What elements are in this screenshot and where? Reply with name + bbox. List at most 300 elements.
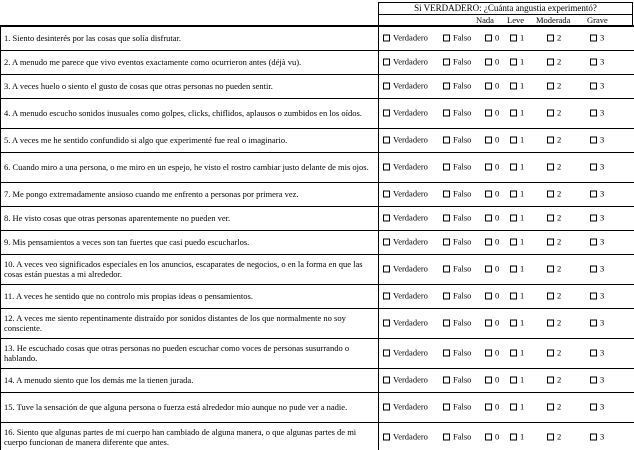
falso-checkbox[interactable] <box>443 136 471 145</box>
checkbox-square-icon[interactable] <box>485 109 492 116</box>
checkbox-square-icon[interactable] <box>547 265 554 272</box>
distress-0-label: 0 <box>495 56 500 67</box>
question-row <box>1 368 634 392</box>
checkbox-square-icon[interactable] <box>383 58 390 65</box>
distress-3-checkbox[interactable] <box>590 265 604 274</box>
distress-0-label: 0 <box>495 236 500 247</box>
checkbox-square-icon[interactable] <box>547 319 554 326</box>
checkbox-square-icon[interactable] <box>547 109 554 116</box>
distress-2-label: 2 <box>557 107 562 118</box>
verdadero-checkbox[interactable] <box>383 292 428 301</box>
level-label-leve: Leve <box>507 15 524 25</box>
distress-3-label: 3 <box>600 290 605 301</box>
distress-1-checkbox[interactable] <box>510 34 524 43</box>
checkbox-square-icon[interactable] <box>510 214 517 221</box>
checkbox-square-icon[interactable] <box>547 349 554 356</box>
falso-label: Falso <box>453 374 472 385</box>
verdadero-checkbox[interactable] <box>383 34 428 43</box>
falso-label: Falso <box>453 347 472 358</box>
distress-0-checkbox[interactable] <box>485 403 499 412</box>
answer-cell <box>379 74 634 98</box>
question-row <box>1 254 634 284</box>
checkbox-square-icon[interactable] <box>383 403 390 410</box>
distress-3-checkbox[interactable] <box>590 403 604 412</box>
distress-1-label: 1 <box>520 107 525 118</box>
checkbox-square-icon[interactable] <box>383 82 390 89</box>
distress-0-checkbox[interactable] <box>485 433 499 442</box>
question-text: 11. A veces he sentido que no controlo mis propias ideas o pensamientos. <box>1 284 379 308</box>
distress-1-label: 1 <box>520 317 525 328</box>
checkbox-square-icon[interactable] <box>485 238 492 245</box>
distress-1-checkbox[interactable] <box>510 349 524 358</box>
distress-1-checkbox[interactable] <box>510 265 524 274</box>
distress-1-checkbox[interactable] <box>510 82 524 91</box>
distress-0-checkbox[interactable] <box>485 292 499 301</box>
distress-1-checkbox[interactable] <box>510 376 524 385</box>
answer-cell <box>379 230 634 254</box>
distress-0-label: 0 <box>495 263 500 274</box>
distress-0-checkbox[interactable] <box>485 349 499 358</box>
checkbox-square-icon[interactable] <box>547 34 554 41</box>
distress-0-checkbox[interactable] <box>485 190 499 199</box>
checkbox-square-icon[interactable] <box>510 34 517 41</box>
checkbox-square-icon[interactable] <box>485 403 492 410</box>
checkbox-square-icon[interactable] <box>590 136 597 143</box>
distress-1-checkbox[interactable] <box>510 319 524 328</box>
distress-0-label: 0 <box>495 401 500 412</box>
question-row <box>1 26 634 50</box>
checkbox-square-icon[interactable] <box>485 349 492 356</box>
distress-1-checkbox[interactable] <box>510 403 524 412</box>
verdadero-label: Verdadero <box>393 107 428 118</box>
distress-2-label: 2 <box>557 431 562 442</box>
distress-3-label: 3 <box>600 188 605 199</box>
distress-3-label: 3 <box>600 80 605 91</box>
distress-3-checkbox[interactable] <box>590 319 604 328</box>
answer-cell <box>379 152 634 182</box>
checkbox-square-icon[interactable] <box>443 163 450 170</box>
distress-2-checkbox[interactable] <box>547 136 561 145</box>
distress-0-label: 0 <box>495 212 500 223</box>
falso-label: Falso <box>453 80 472 91</box>
checkbox-square-icon[interactable] <box>383 265 390 272</box>
checkbox-square-icon[interactable] <box>443 190 450 197</box>
checkbox-square-icon[interactable] <box>485 433 492 440</box>
checkbox-square-icon[interactable] <box>590 58 597 65</box>
distress-3-checkbox[interactable] <box>590 376 604 385</box>
verdadero-label: Verdadero <box>393 401 428 412</box>
distress-level-labels <box>379 15 632 25</box>
checkbox-square-icon[interactable] <box>510 292 517 299</box>
answer-cell <box>379 422 634 450</box>
distress-3-checkbox[interactable] <box>590 58 604 67</box>
distress-3-checkbox[interactable] <box>590 349 604 358</box>
checkbox-square-icon[interactable] <box>383 109 390 116</box>
checkbox-square-icon[interactable] <box>510 82 517 89</box>
distress-0-checkbox[interactable] <box>485 109 499 118</box>
answer-cell <box>379 392 634 422</box>
checkbox-square-icon[interactable] <box>383 433 390 440</box>
distress-2-checkbox[interactable] <box>547 433 561 442</box>
checkbox-square-icon[interactable] <box>485 136 492 143</box>
checkbox-square-icon[interactable] <box>383 349 390 356</box>
verdadero-checkbox[interactable] <box>383 214 428 223</box>
checkbox-square-icon[interactable] <box>485 190 492 197</box>
distress-header-title: Si VERDADERO: ¿Cuánta angustia experimentó? <box>379 3 632 15</box>
verdadero-checkbox[interactable] <box>383 433 428 442</box>
checkbox-square-icon[interactable] <box>590 109 597 116</box>
checkbox-square-icon[interactable] <box>590 265 597 272</box>
checkbox-square-icon[interactable] <box>485 34 492 41</box>
falso-label: Falso <box>453 56 472 67</box>
distress-0-checkbox[interactable] <box>485 34 499 43</box>
distress-2-checkbox[interactable] <box>547 109 561 118</box>
distress-2-checkbox[interactable] <box>547 292 561 301</box>
verdadero-label: Verdadero <box>393 212 428 223</box>
question-row <box>1 338 634 368</box>
checkbox-square-icon[interactable] <box>510 265 517 272</box>
checkbox-square-icon[interactable] <box>443 265 450 272</box>
checkbox-square-icon[interactable] <box>547 433 554 440</box>
distress-3-label: 3 <box>600 374 605 385</box>
checkbox-square-icon[interactable] <box>547 163 554 170</box>
question-row <box>1 98 634 128</box>
distress-3-label: 3 <box>600 347 605 358</box>
distress-1-label: 1 <box>520 32 525 43</box>
verdadero-label: Verdadero <box>393 80 428 91</box>
falso-label: Falso <box>453 161 472 172</box>
verdadero-label: Verdadero <box>393 374 428 385</box>
checkbox-square-icon[interactable] <box>485 214 492 221</box>
verdadero-checkbox[interactable] <box>383 265 428 274</box>
question-row <box>1 422 634 450</box>
checkbox-square-icon[interactable] <box>510 163 517 170</box>
distress-0-checkbox[interactable] <box>485 58 499 67</box>
verdadero-label: Verdadero <box>393 263 428 274</box>
verdadero-label: Verdadero <box>393 431 428 442</box>
distress-2-label: 2 <box>557 32 562 43</box>
checkbox-square-icon[interactable] <box>547 376 554 383</box>
checkbox-square-icon[interactable] <box>383 292 390 299</box>
distress-2-checkbox[interactable] <box>547 82 561 91</box>
checkbox-square-icon[interactable] <box>547 136 554 143</box>
verdadero-label: Verdadero <box>393 236 428 247</box>
verdadero-checkbox[interactable] <box>383 238 428 247</box>
distress-3-checkbox[interactable] <box>590 214 604 223</box>
checkbox-square-icon[interactable] <box>510 403 517 410</box>
checkbox-square-icon[interactable] <box>510 376 517 383</box>
checkbox-square-icon[interactable] <box>443 292 450 299</box>
verdadero-label: Verdadero <box>393 161 428 172</box>
checkbox-square-icon[interactable] <box>590 376 597 383</box>
checkbox-square-icon[interactable] <box>590 319 597 326</box>
answer-cell <box>379 338 634 368</box>
checkbox-square-icon[interactable] <box>383 238 390 245</box>
distress-1-checkbox[interactable] <box>510 214 524 223</box>
falso-checkbox[interactable] <box>443 292 471 301</box>
distress-1-checkbox[interactable] <box>510 163 524 172</box>
falso-checkbox[interactable] <box>443 238 471 247</box>
distress-3-checkbox[interactable] <box>590 82 604 91</box>
checkbox-square-icon[interactable] <box>443 136 450 143</box>
falso-label: Falso <box>453 263 472 274</box>
distress-0-label: 0 <box>495 32 500 43</box>
distress-1-checkbox[interactable] <box>510 292 524 301</box>
checkbox-square-icon[interactable] <box>547 82 554 89</box>
checkbox-square-icon[interactable] <box>485 319 492 326</box>
answer-cell <box>379 98 634 128</box>
checkbox-square-icon[interactable] <box>510 349 517 356</box>
checkbox-square-icon[interactable] <box>485 58 492 65</box>
falso-checkbox[interactable] <box>443 109 471 118</box>
checkbox-square-icon[interactable] <box>590 82 597 89</box>
distress-2-label: 2 <box>557 347 562 358</box>
distress-1-checkbox[interactable] <box>510 136 524 145</box>
distress-3-label: 3 <box>600 317 605 328</box>
distress-0-label: 0 <box>495 188 500 199</box>
distress-0-checkbox[interactable] <box>485 82 499 91</box>
distress-2-label: 2 <box>557 161 562 172</box>
checkbox-square-icon[interactable] <box>590 292 597 299</box>
distress-1-label: 1 <box>520 347 525 358</box>
distress-1-label: 1 <box>520 188 525 199</box>
falso-checkbox[interactable] <box>443 433 471 442</box>
checkbox-square-icon[interactable] <box>590 238 597 245</box>
falso-label: Falso <box>453 236 472 247</box>
distress-1-checkbox[interactable] <box>510 58 524 67</box>
question-text: 14. A menudo siento que los demás me la tienen jurada. <box>1 368 379 392</box>
verdadero-label: Verdadero <box>393 56 428 67</box>
question-row <box>1 182 634 206</box>
checkbox-square-icon[interactable] <box>485 292 492 299</box>
checkbox-square-icon[interactable] <box>547 403 554 410</box>
checkbox-square-icon[interactable] <box>383 136 390 143</box>
distress-0-label: 0 <box>495 317 500 328</box>
question-row <box>1 392 634 422</box>
distress-2-label: 2 <box>557 401 562 412</box>
verdadero-checkbox[interactable] <box>383 163 428 172</box>
checkbox-square-icon[interactable] <box>485 82 492 89</box>
distress-3-checkbox[interactable] <box>590 292 604 301</box>
distress-3-label: 3 <box>600 263 605 274</box>
distress-2-label: 2 <box>557 188 562 199</box>
checkbox-square-icon[interactable] <box>590 433 597 440</box>
checkbox-square-icon[interactable] <box>443 403 450 410</box>
checkbox-square-icon[interactable] <box>383 319 390 326</box>
distress-1-checkbox[interactable] <box>510 433 524 442</box>
answer-cell <box>379 254 634 284</box>
question-row <box>1 50 634 74</box>
distress-3-checkbox[interactable] <box>590 34 604 43</box>
question-text: 3. A veces huelo o siento el gusto de cosas que otras personas no pueden sentir. <box>1 74 379 98</box>
verdadero-label: Verdadero <box>393 134 428 145</box>
question-text: 12. A veces me siento repentinamente distraído por sonidos distantes de los que normalmente no soy consciente. <box>1 308 379 338</box>
falso-checkbox[interactable] <box>443 190 471 199</box>
verdadero-checkbox[interactable] <box>383 136 428 145</box>
verdadero-checkbox[interactable] <box>383 403 428 412</box>
falso-checkbox[interactable] <box>443 265 471 274</box>
checkbox-square-icon[interactable] <box>383 214 390 221</box>
checkbox-square-icon[interactable] <box>510 58 517 65</box>
checkbox-square-icon[interactable] <box>510 190 517 197</box>
verdadero-checkbox[interactable] <box>383 319 428 328</box>
checkbox-square-icon[interactable] <box>547 238 554 245</box>
checkbox-square-icon[interactable] <box>443 433 450 440</box>
checkbox-square-icon[interactable] <box>590 214 597 221</box>
checkbox-square-icon[interactable] <box>443 58 450 65</box>
distress-2-checkbox[interactable] <box>547 34 561 43</box>
checkbox-square-icon[interactable] <box>485 265 492 272</box>
distress-0-label: 0 <box>495 347 500 358</box>
checkbox-square-icon[interactable] <box>510 319 517 326</box>
falso-label: Falso <box>453 32 472 43</box>
distress-0-checkbox[interactable] <box>485 319 499 328</box>
distress-0-label: 0 <box>495 290 500 301</box>
checkbox-square-icon[interactable] <box>590 349 597 356</box>
falso-checkbox[interactable] <box>443 214 471 223</box>
verdadero-checkbox[interactable] <box>383 109 428 118</box>
distress-3-label: 3 <box>600 32 605 43</box>
question-text: 9. Mis pensamientos a veces son tan fuertes que casi puedo escucharlos. <box>1 230 379 254</box>
distress-2-checkbox[interactable] <box>547 319 561 328</box>
verdadero-checkbox[interactable] <box>383 190 428 199</box>
question-text: 5. A veces me he sentido confundido si algo que experimenté fue real o imaginario. <box>1 128 379 152</box>
checkbox-square-icon[interactable] <box>443 349 450 356</box>
distress-0-label: 0 <box>495 80 500 91</box>
answer-cell <box>379 26 634 50</box>
answer-cell <box>379 368 634 392</box>
falso-checkbox[interactable] <box>443 349 471 358</box>
distress-2-checkbox[interactable] <box>547 214 561 223</box>
checkbox-square-icon[interactable] <box>443 34 450 41</box>
distress-2-checkbox[interactable] <box>547 238 561 247</box>
falso-label: Falso <box>453 290 472 301</box>
checkbox-square-icon[interactable] <box>443 319 450 326</box>
checkbox-square-icon[interactable] <box>443 238 450 245</box>
distress-3-checkbox[interactable] <box>590 109 604 118</box>
distress-0-label: 0 <box>495 161 500 172</box>
distress-2-label: 2 <box>557 290 562 301</box>
verdadero-label: Verdadero <box>393 317 428 328</box>
distress-3-label: 3 <box>600 107 605 118</box>
distress-0-checkbox[interactable] <box>485 376 499 385</box>
distress-0-checkbox[interactable] <box>485 265 499 274</box>
distress-1-checkbox[interactable] <box>510 238 524 247</box>
verdadero-checkbox[interactable] <box>383 58 428 67</box>
falso-checkbox[interactable] <box>443 319 471 328</box>
distress-2-label: 2 <box>557 317 562 328</box>
falso-label: Falso <box>453 431 472 442</box>
falso-label: Falso <box>453 107 472 118</box>
distress-0-checkbox[interactable] <box>485 238 499 247</box>
distress-2-label: 2 <box>557 236 562 247</box>
question-row <box>1 128 634 152</box>
checkbox-square-icon[interactable] <box>510 109 517 116</box>
answer-cell <box>379 206 634 230</box>
falso-checkbox[interactable] <box>443 163 471 172</box>
distress-2-checkbox[interactable] <box>547 190 561 199</box>
distress-1-checkbox[interactable] <box>510 190 524 199</box>
checkbox-square-icon[interactable] <box>510 238 517 245</box>
verdadero-label: Verdadero <box>393 290 428 301</box>
verdadero-checkbox[interactable] <box>383 376 428 385</box>
answer-cell <box>379 50 634 74</box>
distress-3-checkbox[interactable] <box>590 433 604 442</box>
checkbox-square-icon[interactable] <box>443 376 450 383</box>
falso-checkbox[interactable] <box>443 58 471 67</box>
distress-2-checkbox[interactable] <box>547 349 561 358</box>
checkbox-square-icon[interactable] <box>383 34 390 41</box>
distress-2-checkbox[interactable] <box>547 376 561 385</box>
falso-label: Falso <box>453 212 472 223</box>
checkbox-square-icon[interactable] <box>590 190 597 197</box>
distress-1-label: 1 <box>520 80 525 91</box>
question-text: 4. A menudo escucho sonidos inusuales como golpes, clicks, chiflidos, aplausos o zumbidos en los oídos. <box>1 98 379 128</box>
distress-1-label: 1 <box>520 401 525 412</box>
question-text: 16. Siento que algunas partes de mi cuerpo han cambiado de alguna manera, o que algunas partes de mi cuerpo funcionan de manera diferente que antes. <box>1 422 379 450</box>
distress-3-checkbox[interactable] <box>590 190 604 199</box>
checkbox-square-icon[interactable] <box>485 376 492 383</box>
distress-0-checkbox[interactable] <box>485 214 499 223</box>
checkbox-square-icon[interactable] <box>590 34 597 41</box>
checkbox-square-icon[interactable] <box>485 163 492 170</box>
distress-1-label: 1 <box>520 236 525 247</box>
checkbox-square-icon[interactable] <box>443 109 450 116</box>
distress-3-checkbox[interactable] <box>590 163 604 172</box>
distress-2-checkbox[interactable] <box>547 163 561 172</box>
checkbox-square-icon[interactable] <box>383 163 390 170</box>
verdadero-checkbox[interactable] <box>383 82 428 91</box>
checkbox-square-icon[interactable] <box>443 214 450 221</box>
checkbox-square-icon[interactable] <box>547 214 554 221</box>
verdadero-checkbox[interactable] <box>383 349 428 358</box>
distress-0-checkbox[interactable] <box>485 163 499 172</box>
distress-1-label: 1 <box>520 134 525 145</box>
falso-checkbox[interactable] <box>443 403 471 412</box>
checkbox-square-icon[interactable] <box>547 58 554 65</box>
distress-2-checkbox[interactable] <box>547 403 561 412</box>
distress-3-label: 3 <box>600 401 605 412</box>
checkbox-square-icon[interactable] <box>510 433 517 440</box>
distress-3-checkbox[interactable] <box>590 238 604 247</box>
falso-checkbox[interactable] <box>443 376 471 385</box>
distress-3-checkbox[interactable] <box>590 136 604 145</box>
distress-1-label: 1 <box>520 212 525 223</box>
checkbox-square-icon[interactable] <box>547 190 554 197</box>
distress-1-label: 1 <box>520 431 525 442</box>
question-row <box>1 206 634 230</box>
distress-1-label: 1 <box>520 161 525 172</box>
checkbox-square-icon[interactable] <box>443 82 450 89</box>
distress-2-label: 2 <box>557 56 562 67</box>
distress-0-checkbox[interactable] <box>485 136 499 145</box>
distress-1-checkbox[interactable] <box>510 109 524 118</box>
distress-2-checkbox[interactable] <box>547 265 561 274</box>
checkbox-square-icon[interactable] <box>383 376 390 383</box>
falso-checkbox[interactable] <box>443 82 471 91</box>
checkbox-square-icon[interactable] <box>510 136 517 143</box>
falso-label: Falso <box>453 317 472 328</box>
checkbox-square-icon[interactable] <box>383 190 390 197</box>
checkbox-square-icon[interactable] <box>590 403 597 410</box>
falso-checkbox[interactable] <box>443 34 471 43</box>
checkbox-square-icon[interactable] <box>590 163 597 170</box>
level-label-grave: Grave <box>587 15 608 25</box>
level-label-moderada: Moderada <box>536 15 571 25</box>
checkbox-square-icon[interactable] <box>547 292 554 299</box>
falso-label: Falso <box>453 401 472 412</box>
distress-2-checkbox[interactable] <box>547 58 561 67</box>
